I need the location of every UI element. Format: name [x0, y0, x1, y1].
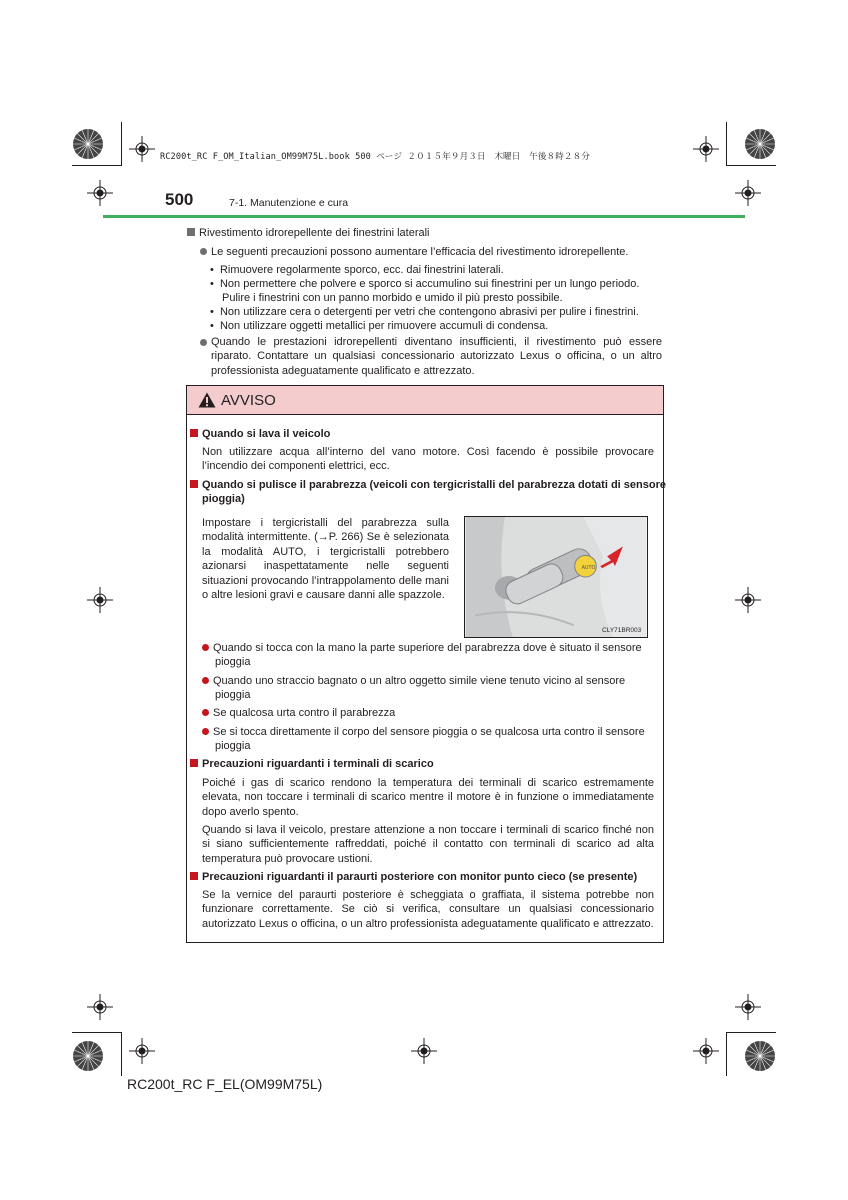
- warning-subheading: Quando si lava il veicolo: [190, 427, 330, 441]
- warning-bullet: Quando si tocca con la mano la parte superiore del parabrezza dove è situato il sensore: [202, 641, 642, 655]
- trim-line: [726, 1032, 727, 1076]
- printer-info-line: RC200t_RC F_OM_Italian_OM99M75L.book 500 ページ ２０１５年９月３日 木曜日 午後８時２８分: [160, 152, 590, 162]
- square-bullet-icon: [190, 480, 198, 488]
- warning-subheading: Precauzioni riguardanti i terminali di scarico: [190, 757, 434, 771]
- warning-bullet-continuation: pioggia: [215, 740, 251, 752]
- wiper-lever-illustration: [464, 516, 648, 638]
- page-number: 500: [165, 190, 194, 209]
- crosshair-mark-right-lower: [735, 994, 761, 1020]
- section-heading: Rivestimento idrorepellente dei finestrini laterali: [187, 226, 430, 240]
- crosshair-mark-left-upper: [87, 180, 113, 206]
- sub-list-item: • Non utilizzare oggetti metallici per rimuovere accumuli di condensa.: [210, 320, 549, 332]
- crosshair-mark-left-lower: [87, 994, 113, 1020]
- square-bullet-icon: [187, 228, 195, 236]
- image-code: CLY71BR003: [602, 627, 642, 634]
- warning-subheading-continuation: pioggia): [202, 493, 245, 505]
- crosshair-mark-bottom-center: [411, 1038, 437, 1064]
- crosshair-mark-top-left: [129, 136, 155, 162]
- round-bullet-icon: [200, 248, 207, 255]
- square-bullet-icon: [190, 759, 198, 767]
- sub-list-item-continuation: Pulire i finestrini con un panno morbido e umido il più presto possibile.: [222, 292, 563, 304]
- trim-line: [72, 165, 122, 166]
- warning-subheading: Precauzioni riguardanti il paraurti posteriore con monitor punto cieco (se presente): [190, 870, 637, 884]
- warning-bullet: Se si tocca direttamente il corpo del sensore pioggia o se qualcosa urta contro il sensore: [202, 725, 645, 739]
- rosette-mark-top-left: [72, 128, 104, 160]
- crosshair-mark-right-middle: [735, 587, 761, 613]
- warning-bullet-continuation: pioggia: [215, 656, 251, 668]
- crosshair-mark-bottom-left: [129, 1038, 155, 1064]
- list-item: Le seguenti precauzioni possono aumentare l’efficacia del rivestimento idrorepellente.: [200, 245, 628, 259]
- sub-list-item: • Non permettere che polvere e sporco si accumulino sui finestrini per un lungo periodo.: [210, 278, 640, 290]
- round-bullet-icon: [200, 339, 207, 346]
- rosette-mark-bottom-left: [72, 1040, 104, 1072]
- warning-triangle-icon: [198, 392, 216, 408]
- warning-paragraph: Impostare i tergicristalli del parabrezza sulla modalità intermittente. (→P. 266) Se è selezionata la modalità AUTO, i tergicristalli potrebbero azionarsi inaspettatamente nelle seguenti situazioni provocando l’intrappolamento delle mani o altre lesioni gravi e causare danni alle spazzole.: [202, 517, 449, 602]
- warning-paragraph: Se la vernice del paraurti posteriore è scheggiata o graffiata, il sistema potrebbe non funzionare correttamente. Se ciò si verifica, consultare un qualsiasi concessionario autorizzato Lexus o officina, o un altro professionista adeguatamente qualificato e attrezzato.: [202, 889, 654, 930]
- trim-line: [726, 165, 776, 166]
- sub-list-item: • Non utilizzare cera o detergenti per vetri che contengono abrasivi per pulire i finestrini.: [210, 306, 639, 318]
- warning-title: AVVISO: [221, 392, 276, 409]
- crosshair-mark-right-upper: [735, 180, 761, 206]
- warning-bullet-continuation: pioggia: [215, 689, 251, 701]
- warning-paragraph: Poiché i gas di scarico rendono la temperatura dei terminali di scarico estremamente elevata, non toccare i terminali di scarico mentre il motore è in funzione o immediatamente dopo averlo spento.: [202, 777, 654, 818]
- round-bullet-icon: [202, 644, 209, 651]
- list-item: Quando le prestazioni idrorepellenti diventano insufficienti, il rivestimento può essere riparato. Contattare un qualsiasi concessionario autorizzato Lexus o officina, o un altro professionista adeguatamente qualificato e attrezzato.: [211, 336, 662, 377]
- warning-subheading: Quando si pulisce il parabrezza (veicoli con tergicristalli del parabrezza dotati di sensore: [190, 478, 666, 492]
- rosette-mark-top-right: [744, 128, 776, 160]
- crosshair-mark-bottom-right: [693, 1038, 719, 1064]
- sub-list-item: • Rimuovere regolarmente sporco, ecc. dai finestrini laterali.: [210, 264, 504, 276]
- rosette-mark-bottom-right: [744, 1040, 776, 1072]
- warning-paragraph: Quando si lava il veicolo, prestare attenzione a non toccare i terminali di scarico finché non si siano sufficientemente raffreddati, poiché il contatto con terminali di scarico ad alta temperatura può provocare ustioni.: [202, 824, 654, 865]
- square-bullet-icon: [190, 872, 198, 880]
- trim-line: [726, 1032, 776, 1033]
- warning-bullet: Quando uno straccio bagnato o un altro oggetto simile viene tenuto vicino al sensore: [202, 674, 625, 688]
- trim-line: [726, 122, 727, 166]
- trim-line: [121, 122, 122, 166]
- svg-text:AUTO: AUTO: [581, 565, 596, 572]
- round-bullet-icon: [202, 728, 209, 735]
- round-bullet-icon: [202, 677, 209, 684]
- trim-line: [72, 1032, 122, 1033]
- footer-model-code: RC200t_RC F_EL(OM99M75L): [127, 1076, 323, 1092]
- warning-paragraph: Non utilizzare acqua all’interno del vano motore. Così facendo è possibile provocare l’incendio dei componenti elettrici, ecc.: [202, 446, 654, 473]
- round-bullet-icon: [202, 709, 209, 716]
- section-title: 7-1. Manutenzione e cura: [229, 197, 349, 209]
- warning-bullet: Se qualcosa urta contro il parabrezza: [202, 706, 395, 720]
- crosshair-mark-left-middle: [87, 587, 113, 613]
- trim-line: [121, 1032, 122, 1076]
- square-bullet-icon: [190, 429, 198, 437]
- header-rule: [103, 215, 745, 218]
